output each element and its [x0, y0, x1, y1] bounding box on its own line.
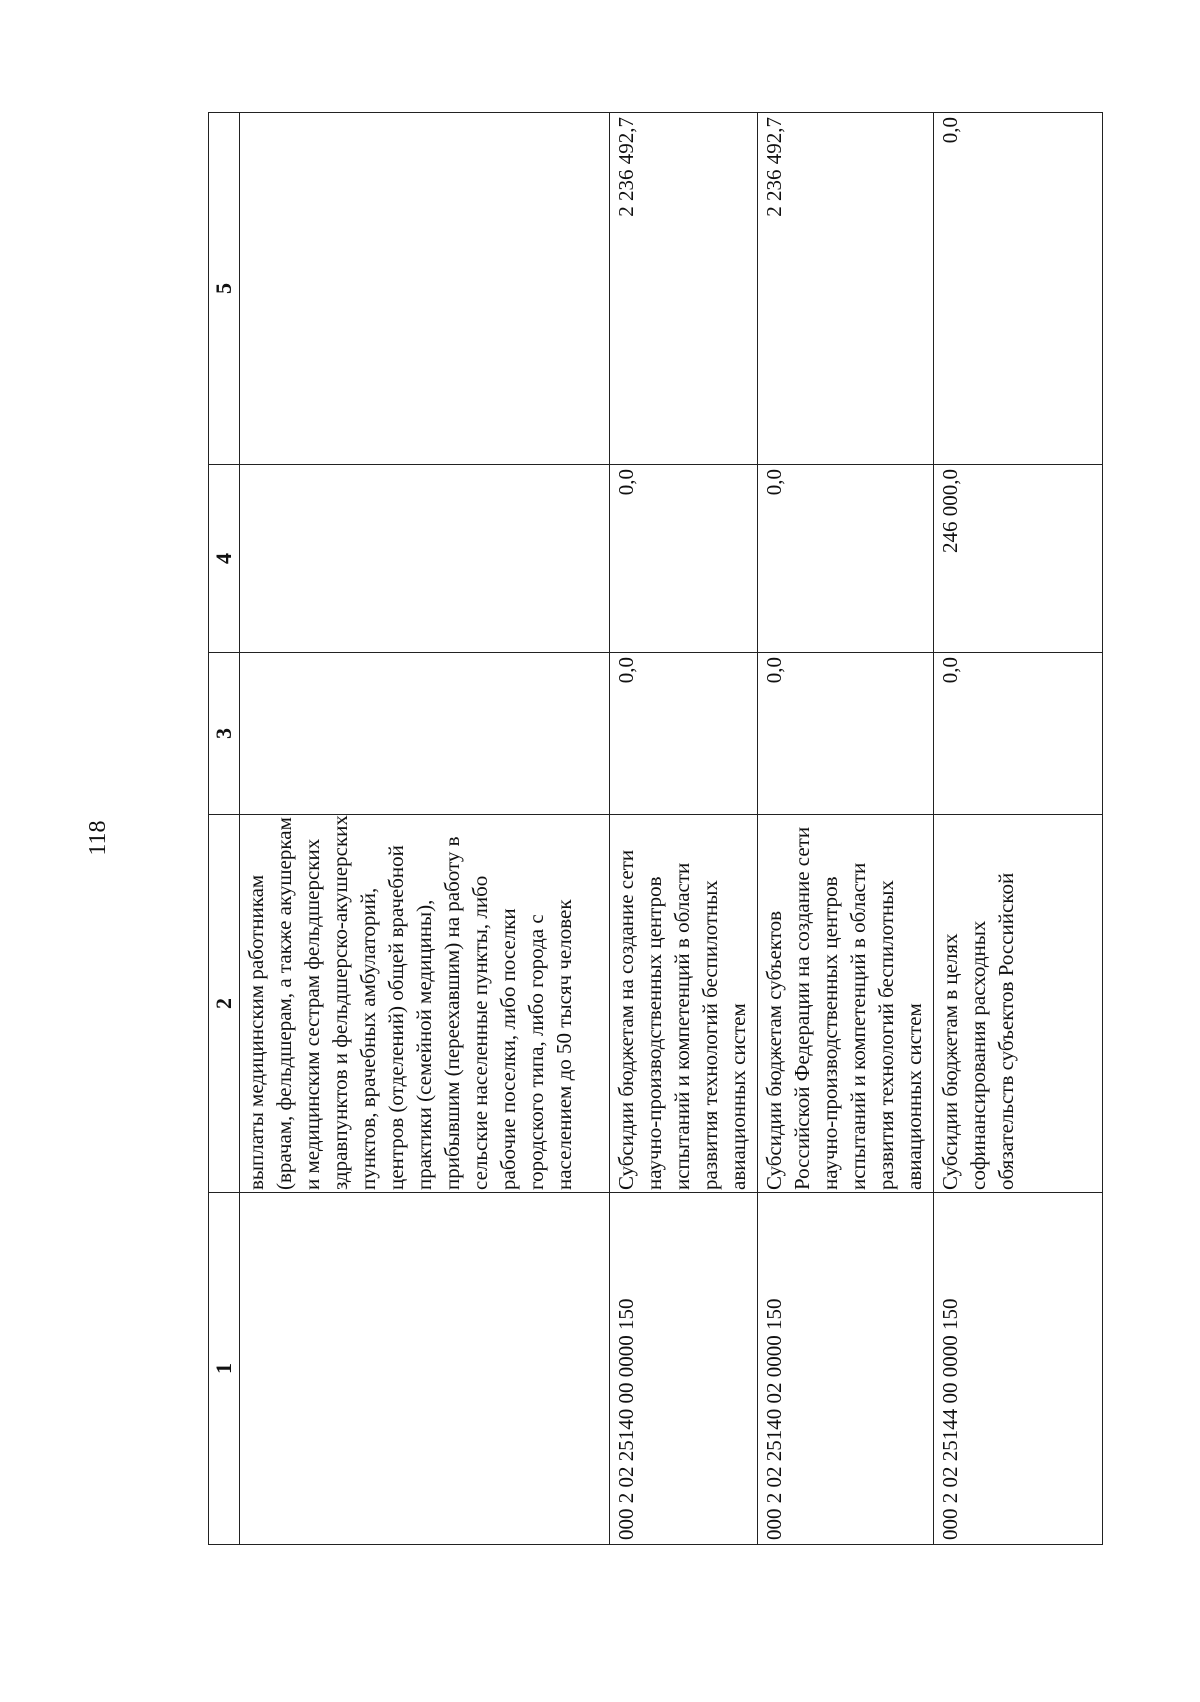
description-line: развития технологий беспилотных: [697, 880, 722, 1190]
table-row: [934, 113, 1103, 1545]
description-line: рабочие поселки, либо поселки: [496, 908, 520, 1190]
description-line: сельские населенные пункты, либо: [468, 875, 492, 1190]
table-row: [609, 113, 757, 1545]
col4-value-cell: 0,0: [757, 465, 934, 653]
col3-value-cell: 0,0: [934, 653, 1103, 815]
col5-value-cell: 2 236 492,7: [609, 113, 757, 465]
table-header-row: [209, 113, 240, 1545]
header-col-5: 5: [209, 113, 240, 465]
description-line: Субсидии бюджетам в целях: [938, 933, 963, 1190]
description-line: здравпунктов и фельдшерско-акушерских: [328, 815, 352, 1190]
description-line: авиационных систем: [901, 1003, 926, 1190]
table-row: [240, 113, 610, 1545]
description-line: населением до 50 тысяч человек: [552, 899, 576, 1190]
description-line: Субсидии бюджетам субъектов: [761, 910, 786, 1190]
description-line: испытаний и компетенций в области: [669, 862, 694, 1190]
description-line: развития технологий беспилотных: [873, 880, 898, 1190]
page-number: 118: [85, 820, 111, 856]
description-line: Российской Федерации на создание сети: [789, 826, 814, 1190]
col3-value-cell: 0,0: [609, 653, 757, 815]
col4-value-cell: 246 000,0: [934, 465, 1103, 653]
budget-code-cell: 000 2 02 25144 00 0000 150: [934, 1193, 1103, 1545]
description-line: пунктов, врачебных амбулаторий,: [356, 887, 380, 1190]
description-cell: [934, 815, 1103, 1193]
header-col-2: 2: [209, 815, 240, 1193]
description-cell: [609, 815, 757, 1193]
budget-code-cell: 000 2 02 25140 00 0000 150: [609, 1193, 757, 1545]
description-line: центров (отделений) общей врачебной: [384, 845, 408, 1190]
description-line: обязательств субъектов Российской: [994, 872, 1019, 1190]
col5-value-cell: 0,0: [934, 113, 1103, 465]
description-cell: [757, 815, 934, 1193]
description-line: выплаты медицинским работникам: [244, 874, 268, 1190]
col5-value-cell: 2 236 492,7: [757, 113, 934, 465]
budget-code-cell: 000 2 02 25140 02 0000 150: [757, 1193, 934, 1545]
header-col-1: 1: [209, 1193, 240, 1545]
col3-value-cell: [240, 653, 610, 815]
description-line: софинансирования расходных: [966, 920, 991, 1190]
description-cell: [240, 815, 610, 1193]
description-line: Субсидии бюджетам на создание сети: [613, 849, 638, 1190]
description-line: практики (семейной медицины),: [412, 899, 436, 1190]
description-line: городского типа, либо города с: [524, 914, 548, 1190]
col4-value-cell: 0,0: [609, 465, 757, 653]
description-line: (врачам, фельдшерам, а также акушеркам: [272, 817, 296, 1190]
header-col-3: 3: [209, 653, 240, 815]
budget-code-cell: [240, 1193, 610, 1545]
budget-table-container: [208, 113, 1103, 1545]
description-line: прибывшим (переехавшим) на работу в: [440, 836, 464, 1190]
col3-value-cell: 0,0: [757, 653, 934, 815]
col4-value-cell: [240, 465, 610, 653]
description-line: научно-производственных центров: [641, 876, 666, 1190]
col5-value-cell: [240, 113, 610, 465]
description-line: и медицинским сестрам фельдшерских: [300, 838, 324, 1190]
header-col-4: 4: [209, 465, 240, 653]
description-line: испытаний и компетенций в области: [845, 862, 870, 1190]
description-line: авиационных систем: [725, 1003, 750, 1190]
budget-table: [208, 112, 1103, 1545]
table-row: [757, 113, 934, 1545]
description-line: научно-производственных центров: [817, 876, 842, 1190]
